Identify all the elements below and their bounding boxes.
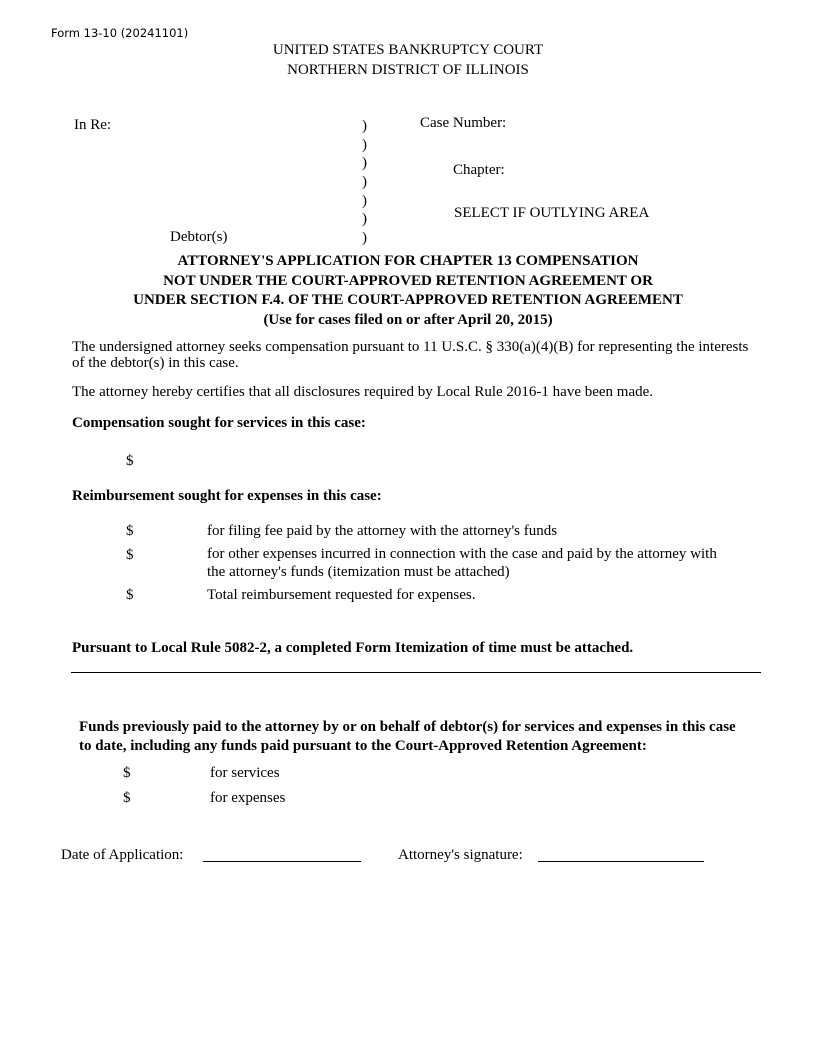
caption-paren: ) (362, 193, 367, 209)
form-title (0, 252, 816, 331)
for-expenses-text: for expenses (210, 790, 286, 806)
chapter-field[interactable] (515, 162, 635, 180)
compensation-amount-field[interactable] (140, 453, 260, 471)
caption-paren: ) (362, 137, 367, 153)
in-re-label: In Re: (74, 117, 112, 133)
court-name: UNITED STATES BANKRUPTCY COURT (272, 42, 544, 58)
court-district: NORTHERN DISTRICT OF ILLINOIS (287, 62, 529, 78)
compensation-heading: Compensation sought for services in this case: (72, 415, 366, 431)
attorney-signature-field[interactable] (538, 844, 704, 862)
date-of-application-field[interactable] (203, 844, 361, 862)
caption-paren: ) (362, 174, 367, 190)
dollar-sign: $ (126, 547, 134, 563)
title-line-2: NOT UNDER THE COURT-APPROVED RETENTION AGREEMENT OR (163, 272, 653, 289)
case-number-label: Case Number: (420, 115, 507, 131)
funds-previously-paid-line-1: Funds previously paid to the attorney by or on behalf of debtor(s) for services and expenses in this case (79, 719, 736, 735)
other-expenses-amount-field[interactable] (140, 547, 200, 565)
other-expenses-line-2: the attorney's funds (itemization must be attached) (207, 564, 510, 580)
other-expenses-line-1: for other expenses incurred in connection with the case and paid by the attorney with (207, 546, 717, 562)
outlying-area-select[interactable]: SELECT IF OUTLYING AREA (454, 205, 650, 221)
title-line-1: ATTORNEY'S APPLICATION FOR CHAPTER 13 COMPENSATION (177, 253, 639, 269)
dollar-sign: $ (123, 765, 131, 781)
caption-paren: ) (362, 230, 367, 246)
dollar-sign: $ (126, 523, 134, 539)
section-divider (71, 672, 761, 673)
attorney-signature-label: Attorney's signature: (398, 847, 523, 863)
caption-paren: ) (362, 155, 367, 171)
title-line-4: (Use for cases filed on or after April 20, 2015) (263, 312, 553, 329)
total-reimbursement-text: Total reimbursement requested for expenses. (207, 587, 476, 603)
debtor-label: Debtor(s) (170, 229, 228, 245)
itemization-notice: Pursuant to Local Rule 5082-2, a completed Form Itemization of time must be attached. (72, 640, 634, 656)
reimbursement-heading: Reimbursement sought for expenses in this case: (72, 488, 382, 504)
date-of-application-label: Date of Application: (61, 847, 184, 863)
filing-fee-amount-field[interactable] (140, 523, 200, 541)
certification-paragraph: The attorney hereby certifies that all disclosures required by Local Rule 2016-1 have been made. (72, 384, 654, 400)
dollar-sign: $ (126, 587, 134, 603)
prior-expenses-amount-field[interactable] (137, 790, 202, 808)
dollar-sign: $ (123, 790, 131, 806)
filing-fee-text: for filing fee paid by the attorney with the attorney's funds (207, 523, 558, 539)
purpose-paragraph: The undersigned attorney seeks compensation pursuant to 11 U.S.C. § 330(a)(4)(B) for representing the interests of the debtor(s) in this case. (72, 339, 749, 371)
total-reimbursement-amount-field[interactable] (140, 587, 200, 605)
form-number: Form 13-10 (20241101) (51, 26, 189, 40)
prior-services-amount-field[interactable] (137, 765, 202, 783)
for-services-text: for services (210, 765, 280, 781)
funds-previously-paid-line-2: to date, including any funds paid pursuant to the Court-Approved Retention Agreement: (79, 738, 647, 754)
title-line-3: UNDER SECTION F.4. OF THE COURT-APPROVED RETENTION AGREEMENT (133, 292, 683, 309)
caption-paren: ) (362, 211, 367, 227)
dollar-sign: $ (126, 453, 134, 469)
chapter-label: Chapter: (453, 162, 505, 178)
case-number-field[interactable] (520, 115, 700, 133)
caption-paren: ) (362, 118, 367, 134)
